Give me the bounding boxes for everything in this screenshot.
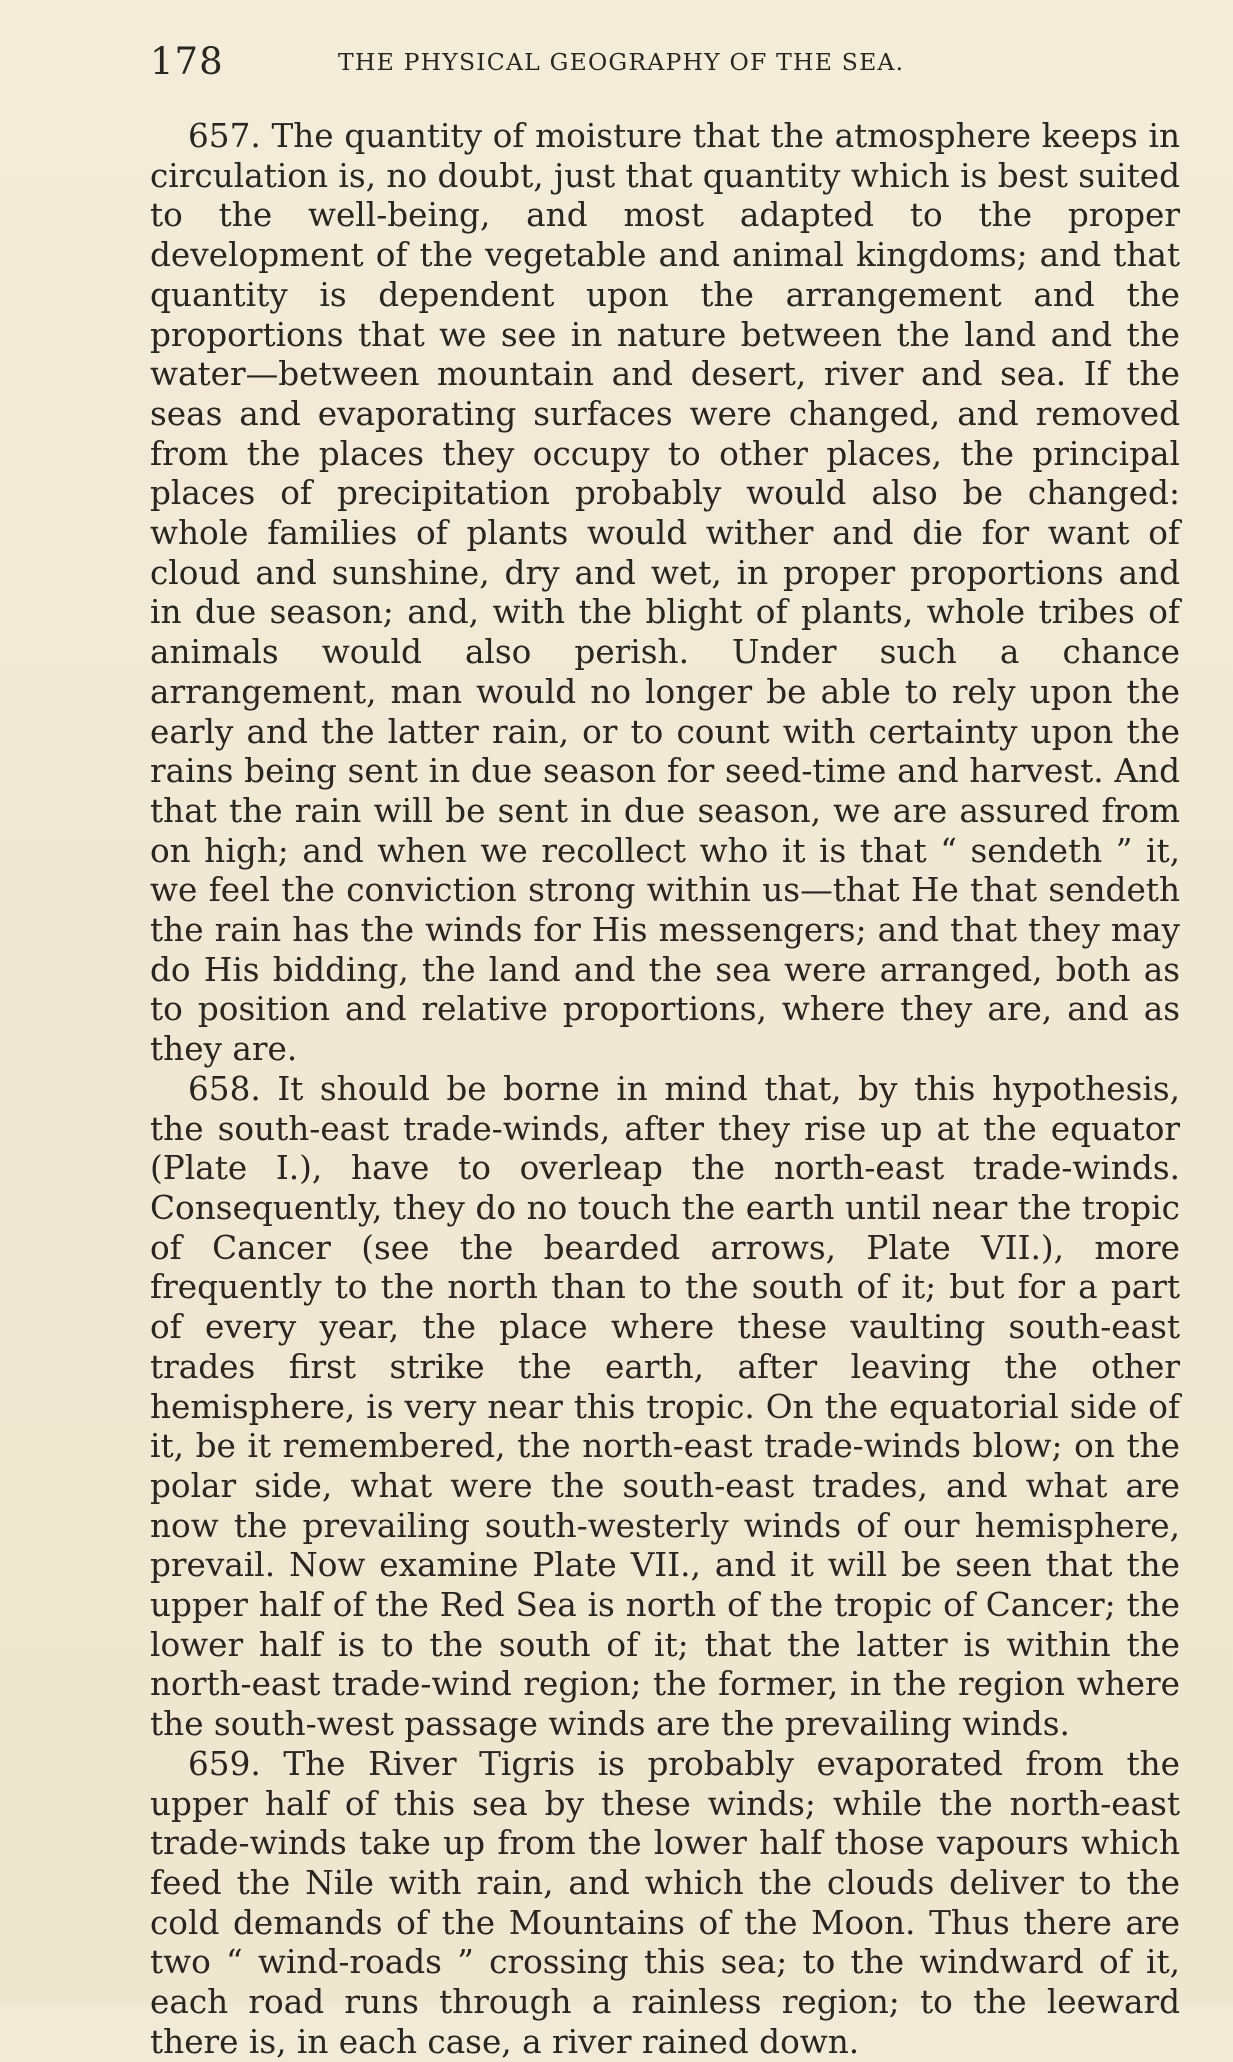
- paragraph-657: 657. The quantity of moisture that the atmosphere keeps in circulation is, no doubt, just that quantity which is best suited to the well-being, and most adapted to the proper development of the vegetable and animal kingdoms; and that quantity is dependent upon the arrangement and the proportions that we see in nature between the land and the water—between mountain and desert, river and sea. If the seas and evaporating surfaces were changed, and removed from the places they occupy to other places, the principal places of precipitation probably would also be changed: whole families of plants would wither and die for want of cloud and sunshine, dry and wet, in proper proportions and in due season; and, with the blight of plants, whole tribes of animals would also perish. Under such a chance arrangement, man would no longer be able to rely upon the early and the latter rain, or to count with certainty upon the rains being sent in due season for seed-time and harvest. And that the rain will be sent in due season, we are assured from on high; and when we recollect who it is that “ sendeth ” it, we feel the conviction strong within us—that He that sendeth the rain has the winds for His messengers; and that they may do His bidding, the land and the sea were arranged, both as to position and relative proportions, where they are, and as they are.: [150, 117, 1180, 1069]
- body-text: [150, 117, 1180, 2062]
- running-title: THE PHYSICAL GEOGRAPHY OF THE SEA.: [338, 48, 905, 76]
- page-header: [150, 38, 1095, 88]
- page-number: 178: [150, 40, 224, 83]
- paragraph-658: 658. It should be borne in mind that, by this hypothesis, the south-east trade-winds, after they rise up at the equator (Plate I.), have to overleap the north-east trade-winds. Consequently, they do no touch the earth until near the tropic of Cancer (see the bearded arrows, Plate VII.), more frequently to the north than to the south of it; but for a part of every year, the place where these vaulting south-east trades first strike the earth, after leaving the other hemisphere, is very near this tropic. On the equatorial side of it, be it remembered, the north-east trade-winds blow; on the polar side, what were the south-east trades, and what are now the prevailing south-westerly winds of our hemisphere, prevail. Now examine Plate VII., and it will be seen that the upper half of the Red Sea is north of the tropic of Cancer; the lower half is to the south of it; that the latter is within the north-east trade-wind region; the former, in the region where the south-west passage winds are the prevailing winds.: [150, 1069, 1180, 1744]
- paragraph-659: 659. The River Tigris is probably evaporated from the upper half of this sea by these winds; while the north-east trade-winds take up from the lower half those vapours which feed the Nile with rain, and which the clouds deliver to the cold demands of the Mountains of the Moon. Thus there are two “ wind-roads ” crossing this sea; to the windward of it, each road runs through a rainless region; to the leeward there is, in each case, a river rained down.: [150, 1744, 1180, 2061]
